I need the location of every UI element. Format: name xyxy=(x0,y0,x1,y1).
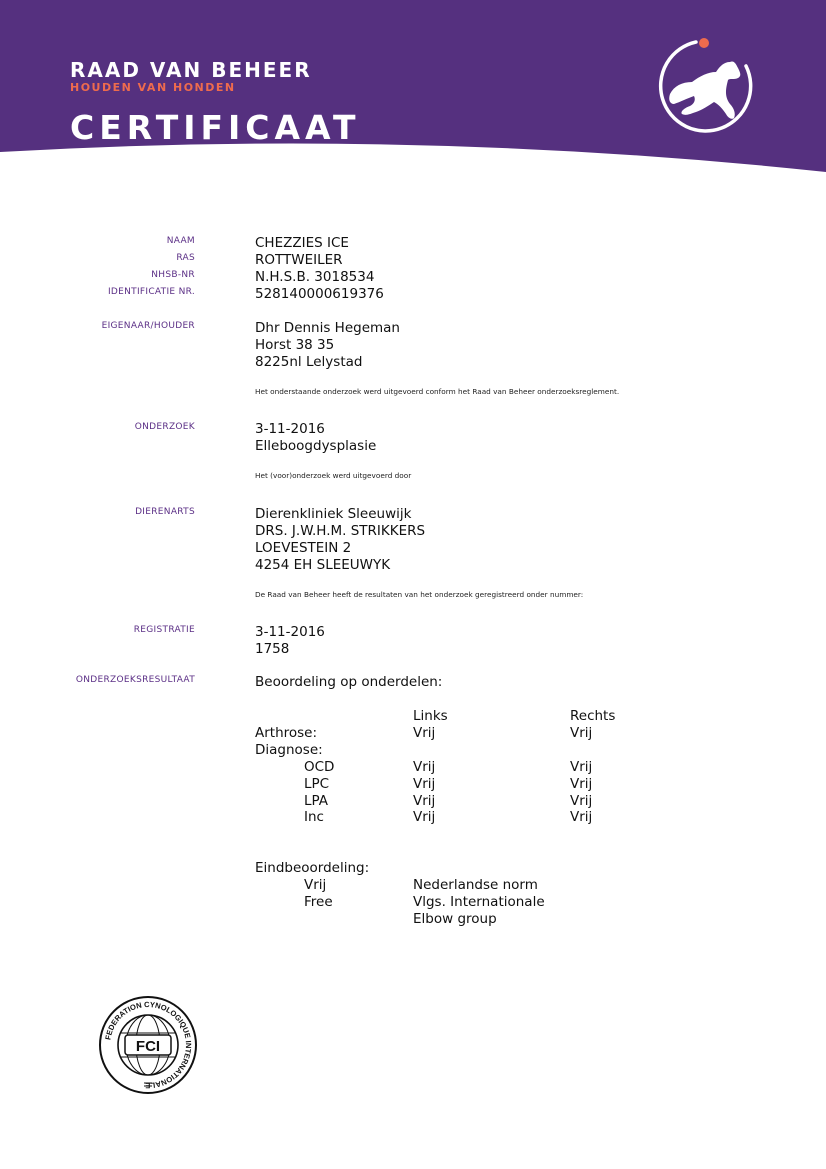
label-onderzoeksresultaat: ONDERZOEKSRESULTAAT xyxy=(75,675,195,685)
value-nhsb: N.H.S.B. 3018534 xyxy=(255,269,375,285)
resultaat-intro: Beoordeling op onderdelen: xyxy=(255,674,443,690)
value-identificatie: 528140000619376 xyxy=(255,286,384,302)
eigenaar-line: Dhr Dennis Hegeman xyxy=(255,320,400,336)
note-reglement: Het onderstaande onderzoek werd uitgevoerd conform het Raad van Beheer onderzoeksreglement. xyxy=(255,387,620,396)
diagnose-row-name: Inc xyxy=(304,809,324,825)
fci-seal-icon xyxy=(98,995,198,1095)
diagnose-row-name: LPA xyxy=(304,793,329,809)
eigenaar-line: 8225nl Lelystad xyxy=(255,354,363,370)
registratie-number: 1758 xyxy=(255,641,290,657)
note-geregistreerd: De Raad van Beheer heeft de resultaten van het onderzoek geregistreerd onder nummer: xyxy=(255,590,584,599)
column-header-rechts: Rechts xyxy=(570,708,616,724)
eind-left: Vrij xyxy=(304,877,327,893)
eind-right: Elbow group xyxy=(413,911,497,927)
eind-right: Vlgs. Internationale xyxy=(413,894,545,910)
arthrose-label: Arthrose: xyxy=(255,725,318,741)
diagnose-row-rechts: Vrij xyxy=(570,776,593,792)
arthrose-links: Vrij xyxy=(413,725,436,741)
label-registratie: REGISTRATIE xyxy=(133,625,195,635)
dierenarts-line: DRS. J.W.H.M. STRIKKERS xyxy=(255,523,426,539)
diagnose-row-rechts: Vrij xyxy=(570,793,593,809)
diagnose-row-links: Vrij xyxy=(413,776,436,792)
eindbeoordeling-label: Eindbeoordeling: xyxy=(255,860,370,876)
label-naam: NAAM xyxy=(166,236,195,246)
diagnose-row-name: LPC xyxy=(304,776,330,792)
diagnose-row-name: OCD xyxy=(304,759,335,775)
diagnose-row-rechts: Vrij xyxy=(570,759,593,775)
fci-seal-abbr: FCI xyxy=(135,1038,161,1055)
label-nhsb: NHSB-NR xyxy=(151,270,195,280)
header-banner xyxy=(0,0,826,180)
eind-right: Nederlandse norm xyxy=(413,877,538,893)
value-ras: ROTTWEILER xyxy=(255,252,343,268)
diagnose-row-links: Vrij xyxy=(413,809,436,825)
label-identificatie: IDENTIFICATIE NR. xyxy=(107,287,195,297)
eigenaar-line: Horst 38 35 xyxy=(255,337,335,353)
onderzoek-line: 3-11-2016 xyxy=(255,421,325,437)
onderzoek-line: Elleboogdysplasie xyxy=(255,438,377,454)
fci-seal-ring-text: FEDERATION CYNOLOGIQUE INTERNATIONALE xyxy=(103,999,194,1091)
registratie-date: 3-11-2016 xyxy=(255,624,325,640)
dierenarts-line: LOEVESTEIN 2 xyxy=(255,540,352,556)
label-dierenarts: DIERENARTS xyxy=(135,507,195,517)
dog-jumping-circle-logo-icon xyxy=(650,32,762,138)
eind-left: Free xyxy=(304,894,333,910)
value-naam: CHEZZIES ICE xyxy=(255,235,349,251)
note-uitgevoerd: Het (voor)onderzoek werd uitgevoerd door xyxy=(255,471,412,480)
diagnose-row-links: Vrij xyxy=(413,759,436,775)
diagnose-row-rechts: Vrij xyxy=(570,809,593,825)
column-header-links: Links xyxy=(413,708,448,724)
page-title: CERTIFICAAT xyxy=(70,108,361,147)
label-eigenaar: EIGENAAR/HOUDER xyxy=(101,321,195,331)
label-ras: RAS xyxy=(176,253,195,263)
diagnose-row-links: Vrij xyxy=(413,793,436,809)
diagnose-label: Diagnose: xyxy=(255,742,323,758)
org-name: RAAD VAN BEHEER xyxy=(70,58,312,82)
arthrose-rechts: Vrij xyxy=(570,725,593,741)
dierenarts-line: Dierenkliniek Sleeuwijk xyxy=(255,506,412,522)
label-onderzoek: ONDERZOEK xyxy=(134,422,195,432)
tagline: HOUDEN VAN HONDEN xyxy=(70,81,236,94)
dierenarts-line: 4254 EH SLEEUWYK xyxy=(255,557,391,573)
